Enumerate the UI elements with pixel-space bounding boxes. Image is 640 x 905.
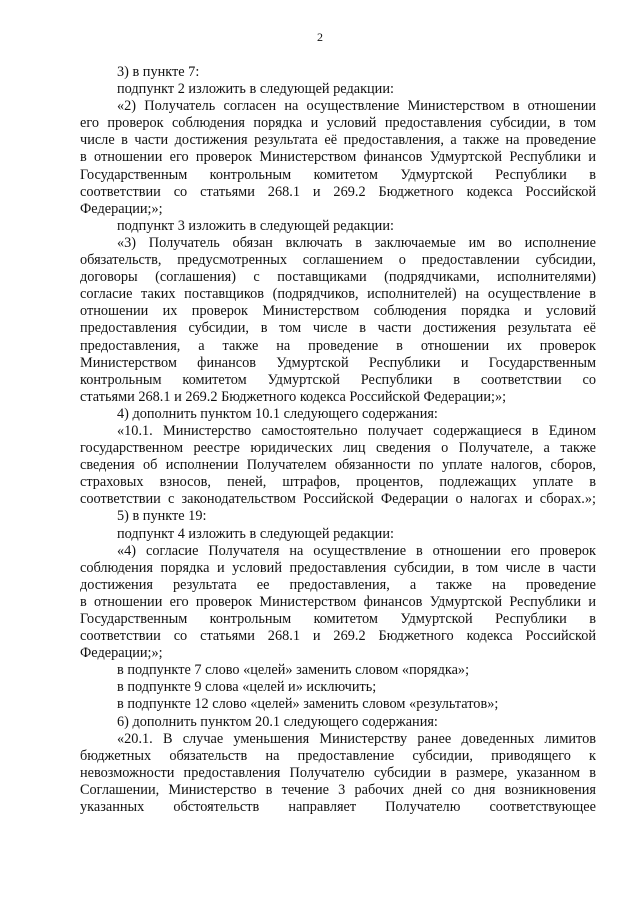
text-line: соблюдения порядка и условий предоставления субсидии, в том числе в части: [80, 559, 596, 576]
text-line: договоры (соглашения) с поставщиками (подрядчиками, исполнителями): [80, 269, 596, 286]
text-line: 6) дополнить пунктом 20.1 следующего содержания:: [117, 713, 438, 730]
text-line: «3) Получатель обязан включать в заключаемые им во исполнение: [117, 234, 596, 251]
text-line: «10.1. Министерство самостоятельно получает содержащиеся в Едином: [117, 422, 596, 439]
text-line: подпункт 3 изложить в следующей редакции:: [117, 217, 394, 234]
text-line: числе в части достижения результата её предоставления, а также на проведение: [80, 132, 596, 149]
text-line: 3) в пункте 7:: [117, 64, 200, 80]
text-line: Федерации;»;: [80, 200, 163, 217]
text-line: 5) в пункте 19:: [117, 508, 207, 525]
text-line: согласие таких поставщиков (подрядчиков, исполнителей) на осуществление в: [80, 286, 596, 303]
text-line: в подпункте 9 слова «целей и» исключить;: [117, 679, 377, 696]
text-line: государственном реестре юридических лиц сведения о Получателе, а также: [80, 440, 596, 457]
text-line: в отношении его проверок Министерством финансов Удмуртской Республики и: [80, 149, 596, 166]
text-line: обязательств, предусмотренных соглашением о предоставлении субсидии,: [80, 252, 596, 269]
text-line: в отношении его проверок Министерством финансов Удмуртской Республики и: [80, 593, 596, 610]
page-number: 2: [317, 30, 323, 44]
text-line: Государственным контрольным комитетом Удмуртской Республики в: [80, 611, 596, 627]
text-line: Федерации;»;: [80, 645, 163, 662]
text-line: Министерством финансов Удмуртской Республики и Государственным: [80, 354, 596, 371]
text-line: соответствии со статьями 268.1 и 269.2 Бюджетного кодекса Российской: [80, 183, 596, 200]
text-line: указанных обстоятельств направляет Получателю соответствующее: [80, 799, 596, 816]
text-line: страховых взносов, пеней, штрафов, процентов, подлежащих уплате в: [80, 474, 596, 491]
text-line: Соглашении, Министерство в течение 3 рабочих дней со дня возникновения: [80, 781, 596, 798]
text-line: «2) Получатель согласен на осуществление Министерством в отношении: [117, 98, 596, 115]
text-line: в подпункте 12 слово «целей» заменить словом «результатов»;: [117, 696, 499, 713]
text-line: в подпункте 7 слово «целей» заменить словом «порядка»;: [117, 662, 470, 679]
text-line: бюджетных обязательств на предоставление субсидии, приводящего к: [80, 747, 596, 764]
text-line: 4) дополнить пунктом 10.1 следующего содержания:: [117, 405, 438, 422]
text-line: невозможности предоставления Получателю субсидии в размере, указанном в: [80, 764, 596, 781]
text-line: соответствии со статьями 268.1 и 269.2 Бюджетного кодекса Российской: [80, 628, 596, 645]
text-line: соответствии с законодательством Российской Федерации о налогах и сборах.»;: [80, 491, 596, 508]
text-line: контрольным комитетом Удмуртской Республики в соответствии со: [80, 371, 596, 388]
text-line: достижения результата ее предоставления, а также на проведение: [80, 576, 596, 593]
document-body: [80, 64, 596, 816]
text-line: предоставления субсидии, в том числе в части достижения результата её: [80, 320, 596, 337]
text-line: предоставления, а также на проведение в отношении их проверок: [80, 337, 596, 354]
text-line: его проверок соблюдения порядка и условий предоставления субсидии, в том: [80, 115, 596, 132]
text-line: «20.1. В случае уменьшения Министерству ранее доведенных лимитов: [117, 730, 596, 747]
text-line: сведения об исполнении Получателем обязанности по уплате налогов, сборов,: [80, 457, 596, 474]
text-line: подпункт 4 изложить в следующей редакции:: [117, 525, 394, 542]
text-line: подпункт 2 изложить в следующей редакции:: [117, 81, 394, 98]
text-line: Государственным контрольным комитетом Удмуртской Республики в: [80, 166, 596, 183]
text-line: статьями 268.1 и 269.2 Бюджетного кодекса Российской Федерации;»;: [80, 388, 507, 405]
text-line: «4) согласие Получателя на осуществление в отношении его проверок: [117, 542, 596, 559]
text-line: отношении их проверок Министерством соблюдения порядка и условий: [80, 303, 596, 320]
